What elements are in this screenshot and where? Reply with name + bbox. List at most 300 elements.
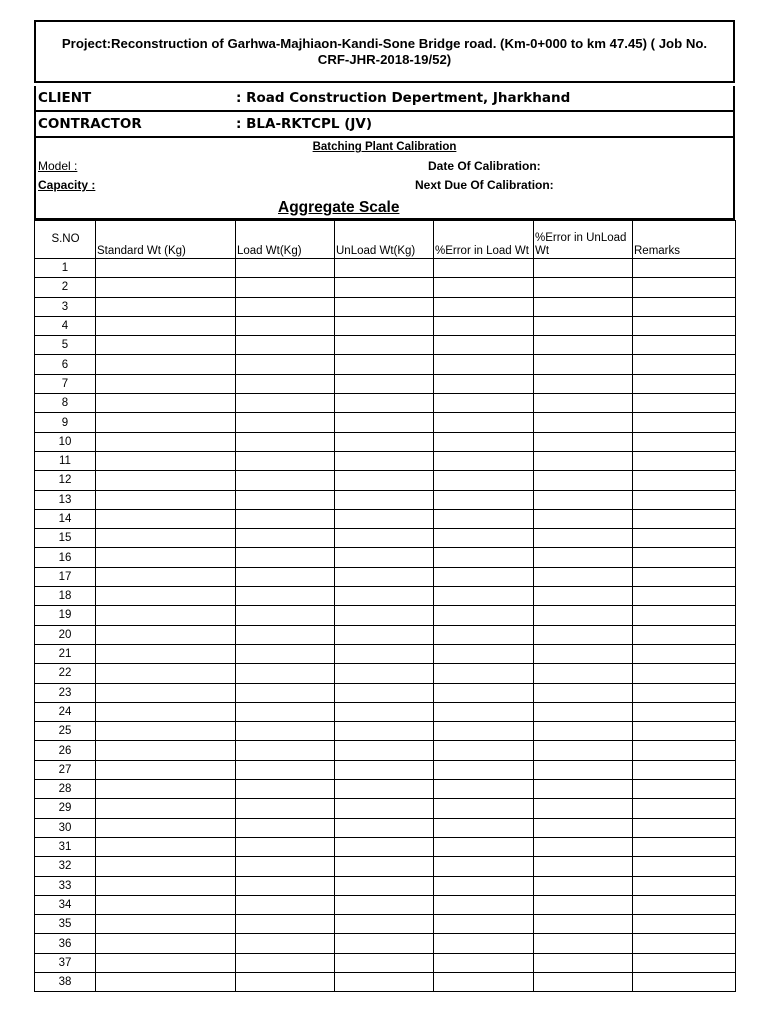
data-cell[interactable]	[236, 471, 335, 490]
data-cell[interactable]	[335, 760, 434, 779]
row-number: 31	[35, 837, 96, 856]
data-cell[interactable]	[434, 509, 534, 528]
data-cell[interactable]	[96, 760, 236, 779]
data-cell[interactable]	[335, 876, 434, 895]
data-cell[interactable]	[96, 548, 236, 567]
data-cell[interactable]	[434, 664, 534, 683]
data-cell[interactable]	[633, 799, 736, 818]
data-cell[interactable]	[534, 799, 633, 818]
data-cell[interactable]	[534, 837, 633, 856]
table-row	[35, 374, 736, 393]
data-cell[interactable]	[335, 780, 434, 799]
data-cell[interactable]	[335, 683, 434, 702]
data-cell[interactable]	[236, 394, 335, 413]
data-cell[interactable]	[236, 799, 335, 818]
data-cell[interactable]	[96, 625, 236, 644]
data-cell[interactable]	[236, 915, 335, 934]
data-cell[interactable]	[633, 702, 736, 721]
table-row	[35, 972, 736, 991]
data-cell[interactable]	[534, 355, 633, 374]
data-cell[interactable]	[633, 316, 736, 335]
row-number: 16	[35, 548, 96, 567]
data-cell[interactable]	[434, 413, 534, 432]
data-cell[interactable]	[633, 394, 736, 413]
row-number: 5	[35, 336, 96, 355]
data-cell[interactable]	[434, 818, 534, 837]
table-row	[35, 895, 736, 914]
data-cell[interactable]	[434, 490, 534, 509]
data-cell[interactable]	[534, 316, 633, 335]
data-cell[interactable]	[96, 278, 236, 297]
data-cell[interactable]	[434, 837, 534, 856]
data-cell[interactable]	[534, 972, 633, 991]
data-cell[interactable]	[534, 644, 633, 663]
data-cell[interactable]	[434, 857, 534, 876]
data-cell[interactable]	[434, 548, 534, 567]
data-cell[interactable]	[534, 664, 633, 683]
table-row	[35, 760, 736, 779]
data-cell[interactable]	[534, 606, 633, 625]
data-cell[interactable]	[534, 683, 633, 702]
data-cell[interactable]	[633, 432, 736, 451]
data-cell[interactable]	[96, 915, 236, 934]
data-cell[interactable]	[96, 818, 236, 837]
data-cell[interactable]	[335, 451, 434, 470]
data-cell[interactable]	[96, 953, 236, 972]
table-header-row	[35, 221, 736, 259]
data-cell[interactable]	[534, 722, 633, 741]
row-number: 26	[35, 741, 96, 760]
row-number: 37	[35, 953, 96, 972]
header-standard-wt: Standard Wt (Kg)	[96, 221, 236, 259]
data-cell[interactable]	[633, 529, 736, 548]
data-cell[interactable]	[335, 529, 434, 548]
calibration-table	[34, 220, 736, 992]
data-cell[interactable]	[434, 683, 534, 702]
data-cell[interactable]	[633, 606, 736, 625]
data-cell[interactable]	[96, 664, 236, 683]
table-row	[35, 587, 736, 606]
data-cell[interactable]	[96, 857, 236, 876]
data-cell[interactable]	[96, 471, 236, 490]
data-cell[interactable]	[633, 297, 736, 316]
table-row	[35, 259, 736, 278]
data-cell[interactable]	[434, 316, 534, 335]
data-cell[interactable]	[335, 413, 434, 432]
row-number: 21	[35, 644, 96, 663]
data-cell[interactable]	[335, 394, 434, 413]
data-cell[interactable]	[96, 413, 236, 432]
data-cell[interactable]	[633, 471, 736, 490]
data-cell[interactable]	[236, 529, 335, 548]
table-row	[35, 490, 736, 509]
table-row	[35, 336, 736, 355]
data-cell[interactable]	[633, 837, 736, 856]
data-cell[interactable]	[534, 548, 633, 567]
table-row	[35, 799, 736, 818]
data-cell[interactable]	[236, 606, 335, 625]
row-number: 33	[35, 876, 96, 895]
data-cell[interactable]	[335, 587, 434, 606]
table-row	[35, 278, 736, 297]
data-cell[interactable]	[335, 432, 434, 451]
data-cell[interactable]	[96, 490, 236, 509]
data-cell[interactable]	[96, 895, 236, 914]
data-cell[interactable]	[236, 374, 335, 393]
data-cell[interactable]	[96, 644, 236, 663]
data-cell[interactable]	[236, 625, 335, 644]
data-cell[interactable]	[633, 548, 736, 567]
table-row	[35, 644, 736, 663]
row-number: 25	[35, 722, 96, 741]
data-cell[interactable]	[236, 722, 335, 741]
data-cell[interactable]	[633, 972, 736, 991]
data-cell[interactable]	[96, 316, 236, 335]
data-cell[interactable]	[633, 722, 736, 741]
data-cell[interactable]	[534, 915, 633, 934]
data-cell[interactable]	[434, 606, 534, 625]
data-cell[interactable]	[335, 915, 434, 934]
data-cell[interactable]	[633, 625, 736, 644]
data-cell[interactable]	[236, 336, 335, 355]
data-cell[interactable]	[335, 934, 434, 953]
data-cell[interactable]	[335, 799, 434, 818]
row-number: 1	[35, 259, 96, 278]
data-cell[interactable]	[335, 741, 434, 760]
data-cell[interactable]	[434, 760, 534, 779]
data-cell[interactable]	[633, 915, 736, 934]
data-cell[interactable]	[236, 567, 335, 586]
data-cell[interactable]	[96, 702, 236, 721]
data-cell[interactable]	[633, 587, 736, 606]
data-cell[interactable]	[96, 259, 236, 278]
table-row	[35, 953, 736, 972]
table-row	[35, 934, 736, 953]
data-cell[interactable]	[236, 259, 335, 278]
data-cell[interactable]	[96, 394, 236, 413]
data-cell[interactable]	[96, 741, 236, 760]
data-cell[interactable]	[434, 644, 534, 663]
row-number: 34	[35, 895, 96, 914]
data-cell[interactable]	[335, 625, 434, 644]
row-number: 4	[35, 316, 96, 335]
data-cell[interactable]	[96, 606, 236, 625]
table-row	[35, 915, 736, 934]
data-cell[interactable]	[236, 509, 335, 528]
header-sno: S.NO	[35, 221, 96, 259]
row-number: 7	[35, 374, 96, 393]
row-number: 12	[35, 471, 96, 490]
contractor-label: CONTRACTOR	[38, 116, 142, 132]
date-of-calibration-label: Date Of Calibration:	[428, 159, 541, 173]
data-cell[interactable]	[633, 336, 736, 355]
data-cell[interactable]	[96, 451, 236, 470]
calibration-heading: Batching Plant Calibration	[312, 141, 457, 153]
data-cell[interactable]	[236, 953, 335, 972]
data-cell[interactable]	[96, 934, 236, 953]
data-cell[interactable]	[236, 278, 335, 297]
row-number: 3	[35, 297, 96, 316]
data-cell[interactable]	[534, 451, 633, 470]
data-cell[interactable]	[534, 741, 633, 760]
data-cell[interactable]	[534, 278, 633, 297]
data-cell[interactable]	[96, 336, 236, 355]
data-cell[interactable]	[335, 490, 434, 509]
data-cell[interactable]	[534, 490, 633, 509]
data-cell[interactable]	[534, 567, 633, 586]
row-number: 20	[35, 625, 96, 644]
data-cell[interactable]	[96, 509, 236, 528]
data-cell[interactable]	[96, 529, 236, 548]
row-number: 13	[35, 490, 96, 509]
data-cell[interactable]	[335, 818, 434, 837]
data-cell[interactable]	[335, 278, 434, 297]
data-cell[interactable]	[96, 432, 236, 451]
row-number: 10	[35, 432, 96, 451]
row-number: 15	[35, 529, 96, 548]
aggregate-scale-title: Aggregate Scale	[278, 199, 400, 216]
client-row	[34, 86, 735, 112]
data-cell[interactable]	[236, 702, 335, 721]
row-number: 14	[35, 509, 96, 528]
data-cell[interactable]	[434, 355, 534, 374]
data-cell[interactable]	[434, 702, 534, 721]
data-cell[interactable]	[534, 394, 633, 413]
project-title	[34, 20, 735, 83]
data-cell[interactable]	[335, 336, 434, 355]
data-cell[interactable]	[236, 432, 335, 451]
data-cell[interactable]	[434, 259, 534, 278]
data-cell[interactable]	[434, 915, 534, 934]
data-cell[interactable]	[434, 722, 534, 741]
table-row	[35, 355, 736, 374]
table-row	[35, 606, 736, 625]
data-cell[interactable]	[236, 451, 335, 470]
data-cell[interactable]	[534, 432, 633, 451]
data-cell[interactable]	[434, 895, 534, 914]
data-cell[interactable]	[96, 837, 236, 856]
data-cell[interactable]	[335, 857, 434, 876]
data-cell[interactable]	[335, 702, 434, 721]
data-cell[interactable]	[534, 857, 633, 876]
data-cell[interactable]	[534, 336, 633, 355]
data-cell[interactable]	[434, 567, 534, 586]
data-cell[interactable]	[96, 297, 236, 316]
data-cell[interactable]	[236, 837, 335, 856]
data-cell[interactable]	[534, 702, 633, 721]
table-row	[35, 316, 736, 335]
data-cell[interactable]	[534, 529, 633, 548]
data-cell[interactable]	[633, 509, 736, 528]
data-cell[interactable]	[633, 355, 736, 374]
data-cell[interactable]	[434, 374, 534, 393]
data-cell[interactable]	[434, 780, 534, 799]
data-cell[interactable]	[534, 587, 633, 606]
data-cell[interactable]	[335, 374, 434, 393]
table-row	[35, 876, 736, 895]
data-cell[interactable]	[534, 895, 633, 914]
data-cell[interactable]	[96, 722, 236, 741]
data-cell[interactable]	[534, 471, 633, 490]
data-cell[interactable]	[434, 587, 534, 606]
data-cell[interactable]	[534, 760, 633, 779]
data-cell[interactable]	[236, 876, 335, 895]
table-row	[35, 780, 736, 799]
capacity-label: Capacity :	[38, 178, 96, 192]
data-cell[interactable]	[335, 548, 434, 567]
data-cell[interactable]	[236, 857, 335, 876]
data-cell[interactable]	[434, 297, 534, 316]
data-cell[interactable]	[434, 876, 534, 895]
data-cell[interactable]	[236, 644, 335, 663]
calibration-sheet	[34, 20, 735, 992]
data-cell[interactable]	[434, 625, 534, 644]
data-cell[interactable]	[236, 741, 335, 760]
data-cell[interactable]	[236, 818, 335, 837]
data-cell[interactable]	[633, 644, 736, 663]
data-cell[interactable]	[236, 664, 335, 683]
data-cell[interactable]	[335, 722, 434, 741]
row-number: 18	[35, 587, 96, 606]
table-row	[35, 471, 736, 490]
data-cell[interactable]	[633, 818, 736, 837]
data-cell[interactable]	[335, 972, 434, 991]
data-cell[interactable]	[633, 278, 736, 297]
table-row	[35, 722, 736, 741]
data-cell[interactable]	[335, 316, 434, 335]
table-row	[35, 509, 736, 528]
data-cell[interactable]	[335, 471, 434, 490]
row-number: 6	[35, 355, 96, 374]
data-cell[interactable]	[633, 953, 736, 972]
client-label: CLIENT	[38, 90, 92, 106]
data-cell[interactable]	[633, 451, 736, 470]
data-cell[interactable]	[633, 664, 736, 683]
data-cell[interactable]	[236, 934, 335, 953]
data-cell[interactable]	[335, 606, 434, 625]
data-cell[interactable]	[534, 297, 633, 316]
data-cell[interactable]	[633, 567, 736, 586]
data-cell[interactable]	[534, 780, 633, 799]
row-number: 22	[35, 664, 96, 683]
data-cell[interactable]	[236, 760, 335, 779]
data-cell[interactable]	[96, 355, 236, 374]
next-due-label: Next Due Of Calibration:	[415, 178, 554, 192]
data-cell[interactable]	[434, 934, 534, 953]
data-cell[interactable]	[534, 374, 633, 393]
contractor-value: : BLA-RKTCPL (JV)	[236, 116, 373, 132]
data-cell[interactable]	[434, 394, 534, 413]
data-cell[interactable]	[335, 895, 434, 914]
data-cell[interactable]	[633, 374, 736, 393]
data-cell[interactable]	[434, 278, 534, 297]
data-cell[interactable]	[633, 857, 736, 876]
data-cell[interactable]	[434, 972, 534, 991]
table-row	[35, 741, 736, 760]
data-cell[interactable]	[236, 780, 335, 799]
data-cell[interactable]	[335, 837, 434, 856]
data-cell[interactable]	[236, 587, 335, 606]
data-cell[interactable]	[633, 780, 736, 799]
data-cell[interactable]	[335, 297, 434, 316]
data-cell[interactable]	[96, 567, 236, 586]
data-cell[interactable]	[96, 683, 236, 702]
data-cell[interactable]	[434, 432, 534, 451]
data-cell[interactable]	[236, 355, 335, 374]
data-cell[interactable]	[335, 509, 434, 528]
data-cell[interactable]	[335, 644, 434, 663]
data-cell[interactable]	[96, 374, 236, 393]
data-cell[interactable]	[236, 972, 335, 991]
data-cell[interactable]	[236, 683, 335, 702]
data-cell[interactable]	[434, 741, 534, 760]
data-cell[interactable]	[633, 413, 736, 432]
data-cell[interactable]	[434, 799, 534, 818]
data-cell[interactable]	[633, 760, 736, 779]
row-number: 32	[35, 857, 96, 876]
data-cell[interactable]	[534, 509, 633, 528]
data-cell[interactable]	[633, 683, 736, 702]
data-cell[interactable]	[335, 664, 434, 683]
data-cell[interactable]	[236, 297, 335, 316]
data-cell[interactable]	[434, 953, 534, 972]
data-cell[interactable]	[534, 876, 633, 895]
data-cell[interactable]	[96, 799, 236, 818]
data-cell[interactable]	[96, 780, 236, 799]
data-cell[interactable]	[633, 741, 736, 760]
data-cell[interactable]	[534, 934, 633, 953]
data-cell[interactable]	[534, 413, 633, 432]
data-cell[interactable]	[633, 876, 736, 895]
data-cell[interactable]	[96, 876, 236, 895]
data-cell[interactable]	[335, 259, 434, 278]
data-cell[interactable]	[434, 336, 534, 355]
table-row	[35, 664, 736, 683]
data-cell[interactable]	[96, 587, 236, 606]
data-cell[interactable]	[434, 529, 534, 548]
model-label: Model :	[38, 159, 78, 173]
data-cell[interactable]	[335, 953, 434, 972]
data-cell[interactable]	[236, 895, 335, 914]
data-cell[interactable]	[534, 259, 633, 278]
data-cell[interactable]	[434, 471, 534, 490]
calibration-section	[34, 138, 735, 220]
data-cell[interactable]	[633, 895, 736, 914]
data-cell[interactable]	[534, 953, 633, 972]
data-cell[interactable]	[633, 259, 736, 278]
row-number: 35	[35, 915, 96, 934]
data-cell[interactable]	[236, 413, 335, 432]
data-cell[interactable]	[236, 490, 335, 509]
row-number: 11	[35, 451, 96, 470]
data-cell[interactable]	[236, 548, 335, 567]
table-row	[35, 394, 736, 413]
data-cell[interactable]	[633, 934, 736, 953]
table-row	[35, 857, 736, 876]
table-row	[35, 683, 736, 702]
row-number: 30	[35, 818, 96, 837]
table-row	[35, 548, 736, 567]
data-cell[interactable]	[633, 490, 736, 509]
data-cell[interactable]	[534, 625, 633, 644]
data-cell[interactable]	[434, 451, 534, 470]
data-cell[interactable]	[236, 316, 335, 335]
project-title-text: Project:Reconstruction of Garhwa-Majhiaon-Kandi-Sone Bridge road. (Km-0+000 to km 47.45) ( Job No. CRF-JHR-2018-19/52)	[61, 35, 708, 67]
data-cell[interactable]	[335, 567, 434, 586]
data-cell[interactable]	[335, 355, 434, 374]
data-cell[interactable]	[96, 972, 236, 991]
data-cell[interactable]	[534, 818, 633, 837]
